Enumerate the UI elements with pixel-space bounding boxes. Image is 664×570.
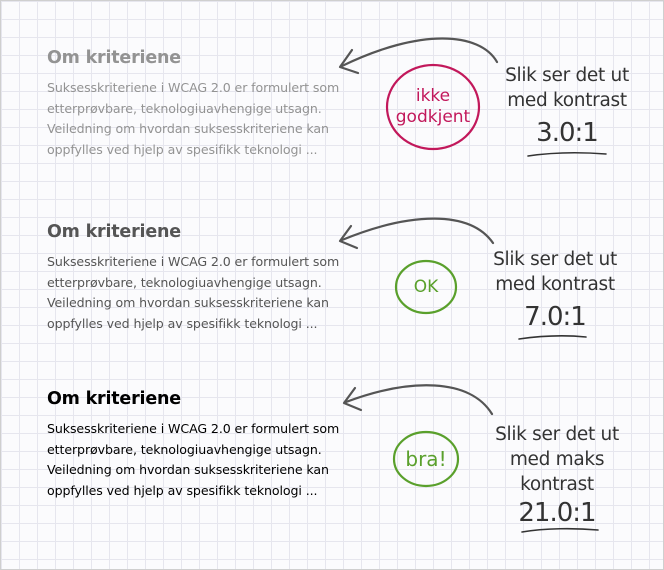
note-line: Slik ser det ut — [495, 424, 619, 445]
example-paragraph — [47, 419, 387, 501]
example-medium-contrast — [47, 222, 387, 334]
contrast-note — [482, 422, 632, 529]
paragraph-line: Suksesskriteriene i WCAG 2.0 er formulert som — [47, 80, 340, 95]
note-line: med kontrast — [495, 273, 615, 295]
paragraph-line: Veiledning om hvordan suksesskriteriene kan — [47, 295, 329, 310]
ratio-underline — [522, 529, 598, 532]
stamp-not-approved — [387, 65, 479, 149]
stamp-text: bra! — [405, 447, 447, 471]
ratio-underline — [528, 153, 606, 156]
paragraph-line: Veiledning om hvordan suksesskriteriene kan — [47, 121, 329, 136]
contrast-ratio: 7.0:1 — [524, 302, 586, 332]
paragraph-line: Veiledning om hvordan suksesskriteriene kan — [47, 462, 329, 477]
example-heading: Om kriteriene — [47, 48, 181, 68]
note-line: Slik ser det ut — [505, 65, 629, 86]
paragraph-line: Suksesskriteriene i WCAG 2.0 er formulert som — [47, 421, 340, 436]
contrast-ratio: 21.0:1 — [518, 498, 596, 528]
note-line: kontrast — [520, 474, 594, 495]
contrast-note — [480, 248, 630, 333]
paragraph-line: etterprøvbare, teknologiuavhengige utsagn. — [47, 274, 322, 290]
stamp-text: OK — [413, 277, 439, 297]
paragraph-line: oppfylles ved hjelp av spesifikk teknologi ... — [47, 315, 318, 331]
example-max-contrast — [47, 389, 387, 501]
paragraph-line: etterprøvbare, teknologiuavhengige utsagn. — [47, 100, 322, 116]
stamp-text: godkjent — [395, 107, 471, 127]
paragraph-line: oppfylles ved hjelp av spesifikk teknologi ... — [47, 482, 318, 498]
paragraph-line: Suksesskriteriene i WCAG 2.0 er formulert som — [47, 254, 340, 269]
example-paragraph — [47, 252, 387, 334]
paragraph-line: oppfylles ved hjelp av spesifikk teknologi ... — [47, 141, 318, 157]
example-heading: Om kriteriene — [47, 222, 181, 242]
stamp-text: ikke — [415, 86, 451, 106]
contrast-ratio: 3.0:1 — [536, 118, 598, 148]
contrast-note — [492, 64, 642, 149]
note-line: Slik ser det ut — [493, 249, 617, 270]
stamp-ok — [396, 261, 456, 313]
example-low-contrast — [47, 48, 387, 160]
note-line: med kontrast — [507, 89, 627, 111]
paragraph-line: etterprøvbare, teknologiuavhengige utsagn. — [47, 441, 322, 457]
note-line: med maks — [509, 449, 605, 470]
example-paragraph — [47, 78, 387, 160]
example-heading: Om kriteriene — [47, 389, 181, 409]
stamp-good — [394, 432, 458, 486]
ratio-underline — [519, 336, 586, 339]
